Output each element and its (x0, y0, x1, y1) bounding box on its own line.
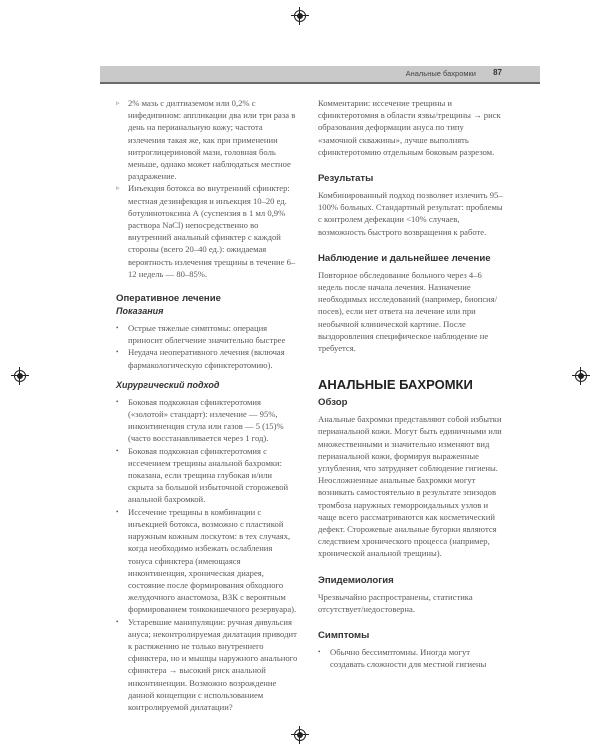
list-item-text: 2% мазь с дилтиаземом или 0,2% с нифедипином: аппликации два или три раза в день на перианальную кожу; частота излечения такая же, как при применении нитроглицериновой мази, головная боль меньше, однако может наблюдаться местное раздражение. (128, 98, 296, 182)
running-header (100, 66, 540, 84)
list-item (116, 346, 298, 370)
bullet-icon: • (116, 324, 119, 333)
list-item-text: Обычно бессимптомны. Иногда могут создавать сложности для местной гигиены (330, 647, 487, 670)
bullet-icon: • (116, 507, 119, 516)
section-heading: Симптомы (318, 630, 370, 642)
triangle-bullet-icon: ▹ (116, 99, 120, 107)
left-column (116, 97, 298, 713)
section-heading: Оперативное лечение (116, 293, 221, 305)
triangle-bullet-icon: ▹ (116, 184, 120, 193)
subsection-heading: Хирургический подход (116, 379, 220, 390)
list-item (116, 97, 298, 182)
list-item (116, 506, 298, 616)
list-item (116, 445, 298, 506)
registration-mark-icon (294, 729, 306, 741)
list-item-text: Боковая подкожная сфинктеротомия («золотой» стандарт): излечение — 95%, инконтиненция стула или газов — 5 (15)% (часто восстанавливается через 1 год). (128, 396, 284, 444)
chapter-section (318, 376, 504, 559)
list-item-text: Острые тяжелые симптомы: операция приносит облегчение значительно быстрее (128, 323, 286, 346)
list-item (116, 616, 298, 714)
paragraph: Анальные бахромки представляют собой избытки перианальной кожи. Могут быть единичными или множественными и значительно изменяют вид перианальной кожи, формируя выраженные углубления, что затрудняет соблюдение гигиены. Неосложненные анальные бахромки могут возникать самостоятельно в результате эпизодов тромбоза наружных геморроидальных узлов и чаще всего рассматриваются как косметический дефект. Сторожевые анальные бугорки являются следствием хронического процесса (например, хронической анальной трещины). (318, 414, 502, 559)
operative-section (116, 292, 298, 713)
paragraph: Комментарии: иссечение трещины и сфинктеротомия в области язвы/трещины → риск образования деформации ануса по типу «замочной скважины», лучше выполнять сфинктеротомию отдельным боковым разрезом. (318, 98, 501, 157)
list-item (116, 396, 298, 445)
list-item (116, 322, 298, 346)
right-column (318, 97, 504, 671)
list-item-text: Неудача неоперативного лечения (включая фармакологическую сфинктеротомию). (128, 347, 285, 370)
list-item-text: Иссечение трещины в комбинации с инъекцией ботокса, возможно с пластикой наружным кожным лоскутом: в тех случаях, когда необходимо избежать ослабления тонуса сфинктера (имеющаяся инконтиненция, хроническая диарея, состояние после формирования обходного желудочного анастомоза, ВЗК с вероятным формированием тонкокишечного резервуара). (128, 506, 297, 615)
bullet-icon: • (116, 397, 119, 406)
epidemiology-section (318, 574, 504, 615)
running-title: Анальные бахромки (405, 69, 476, 78)
left-top-bullets (116, 97, 298, 280)
followup-section (318, 252, 504, 354)
bullet-icon: • (116, 446, 119, 455)
section-heading: Результаты (318, 173, 374, 185)
registration-mark-icon (14, 370, 26, 382)
list-item-text: Боковая подкожная сфинктеротомия с иссечением трещины анальной бахромки: показана, если трещина глубокая и/или скрыта за большой избыточной сторожевой анальной бахромкой. (128, 445, 289, 505)
section-heading: Наблюдение и дальнейшее лечение (318, 252, 491, 264)
paragraph: Повторное обследование больного через 4–6 недель после начала лечения. Назначение необходимых исследований (например, биопсия/посев), если нет ответа на лечение или при необычной клинической картине. После выздоровления специфическое наблюдение не требуется. (318, 269, 498, 354)
section-heading: Обзор (318, 397, 348, 409)
paragraph: Чрезвычайно распространены, статистика отсутствует/недостоверна. (318, 591, 473, 614)
bullet-icon: • (318, 648, 321, 657)
paragraph: Комбинированный подход позволяет излечить 95–100% больных. Стандартный результат: проблемы с контролем дефекации <10% случаев, возможность быстрого возвращения к работе. (318, 190, 503, 237)
results-section (318, 172, 504, 238)
list-item-text: Инъекция ботокса во внутренний сфинктер: местная дезинфекция и инъекция 10–20 ед. ботулинотоксина А (суспензия в 1 мл 0,9% раствора NaCl) непосредственно во внутренний анальный сфинктер с каждой стороны (всего 20–40 ед.): ожидаемая вероятность излечения трещины в течение 6–12 недель — 80–85%. (128, 183, 296, 279)
chapter-title: АНАЛЬНЫЕ БАХРОМКИ (318, 377, 473, 393)
bullet-icon: • (116, 348, 119, 357)
list-item-text: Устаревшие манипуляции: ручная дивульсия ануса; неконтролируемая дилатация приводит к растяжению не только внутреннего сфинктера, но и мышцы наружного анального сфинктера → высокий риск анальной инконтиненции. Возможно возрождение данной концепции с использованием контролируемой дилатации? (128, 616, 298, 712)
bullet-icon: • (116, 617, 119, 626)
section-heading: Эпидемиология (318, 574, 394, 586)
comments-paragraph (318, 97, 504, 158)
symptoms-section (318, 629, 504, 670)
registration-mark-icon (575, 370, 587, 382)
list-item (318, 646, 504, 670)
page-number: 87 (493, 68, 502, 77)
subsection-heading: Показания (116, 306, 164, 317)
list-item (116, 182, 298, 280)
registration-mark-icon (294, 10, 306, 22)
